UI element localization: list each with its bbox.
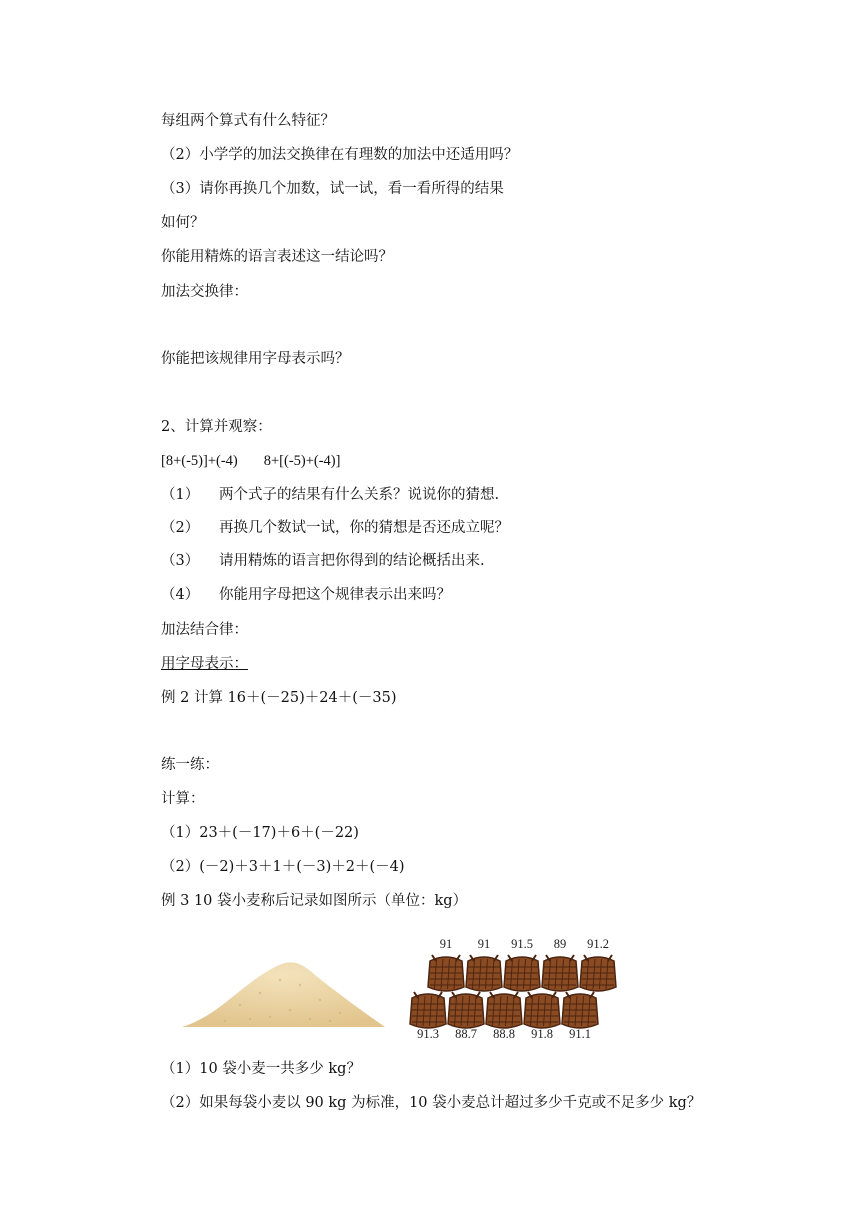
observation-3-text: 请用精炼的语言把你得到的结论概括出来. bbox=[219, 553, 485, 569]
bag-weight-bottom-5: 91.1 bbox=[569, 1027, 591, 1041]
wheat-pile-image bbox=[180, 955, 390, 1035]
observation-3-tag: （3） bbox=[161, 553, 200, 569]
example-2: 例 2 计算 16＋(－25)＋24＋(－35) bbox=[161, 690, 397, 706]
observation-4 bbox=[161, 586, 451, 604]
wheat-bag-top-2 bbox=[466, 955, 502, 991]
question-2: （2）小学学的加法交换律在有理数的加法中还适用吗？ bbox=[161, 147, 519, 163]
wheat-bag-bottom-5 bbox=[562, 992, 598, 1028]
bag-weight-top-1: 91 bbox=[439, 937, 453, 951]
wheat-bags-image bbox=[400, 930, 640, 1045]
observation-1 bbox=[161, 486, 499, 504]
bag-weight-top-3: 91.5 bbox=[511, 937, 533, 951]
practice-1: （1）23＋(－17)＋6＋(－22) bbox=[161, 825, 359, 841]
wheat-bag-bottom-3 bbox=[486, 992, 522, 1028]
observation-2-text: 再换几个数试一试，你的猜想是否还成立呢？ bbox=[219, 520, 509, 536]
example-3: 例 3 10 袋小麦称后记录如图所示（单位：kg） bbox=[161, 893, 468, 909]
question-refine: 你能用精炼的语言表述这一结论吗？ bbox=[161, 249, 393, 265]
wheat-bag-top-1 bbox=[428, 955, 464, 991]
bag-weight-bottom-3: 88.8 bbox=[493, 1027, 515, 1041]
bag-weight-top-2: 91 bbox=[477, 937, 491, 951]
wheat-bag-top-5 bbox=[580, 955, 616, 991]
by-letters-label: 用字母表示： bbox=[161, 656, 248, 672]
observation-1-tag: （1） bbox=[161, 487, 200, 503]
section-2-heading: 2、计算并观察： bbox=[161, 419, 272, 435]
question-3-part-b: 如何？ bbox=[161, 215, 205, 231]
observation-4-tag: （4） bbox=[161, 587, 200, 603]
wheat-bag-bottom-2 bbox=[448, 992, 484, 1028]
observation-2-tag: （2） bbox=[161, 520, 200, 536]
bag-weight-bottom-2: 88.7 bbox=[455, 1027, 477, 1041]
bag-weight-top-5: 91.2 bbox=[587, 937, 609, 951]
wheat-bag-bottom-4 bbox=[524, 992, 560, 1028]
question-letters: 你能把该规律用字母表示吗？ bbox=[161, 351, 350, 367]
example-3-question-2: （2）如果每袋小麦以 90 kg 为标准，10 袋小麦总计超过多少千克或不足多少 kg？ bbox=[161, 1095, 702, 1111]
question-3-part-a: （3）请你再换几个加数，试一试，看一看所得的结果 bbox=[161, 181, 504, 197]
expression-row bbox=[161, 452, 340, 470]
bag-weight-bottom-1: 91.3 bbox=[417, 1027, 439, 1041]
wheat-bag-top-4 bbox=[542, 955, 578, 991]
bag-weight-bottom-4: 91.8 bbox=[531, 1027, 553, 1041]
observation-1-text: 两个式子的结果有什么关系？说说你的猜想. bbox=[219, 487, 500, 503]
wheat-bag-bottom-1 bbox=[410, 992, 446, 1028]
observation-4-text: 你能用字母把这个规律表示出来吗？ bbox=[219, 587, 451, 603]
question-features: 每组两个算式有什么特征？ bbox=[161, 113, 335, 129]
calculate-label: 计算： bbox=[161, 791, 205, 807]
expression-b: 8+[(-5)+(-4)] bbox=[263, 453, 341, 469]
commutative-law-heading: 加法交换律： bbox=[161, 284, 248, 300]
practice-2: （2）(－2)＋3＋1＋(－3)＋2＋(－4) bbox=[161, 859, 405, 875]
example-3-question-1: （1）10 袋小麦一共多少 kg？ bbox=[161, 1061, 361, 1077]
associative-law-heading: 加法结合律： bbox=[161, 622, 248, 638]
practice-heading: 练一练： bbox=[161, 757, 219, 773]
expression-a: [8+(-5)]+(-4) bbox=[161, 453, 238, 469]
observation-3 bbox=[161, 552, 485, 570]
bag-weight-top-4: 89 bbox=[553, 937, 567, 951]
observation-2 bbox=[161, 519, 509, 537]
wheat-bag-top-3 bbox=[504, 955, 540, 991]
